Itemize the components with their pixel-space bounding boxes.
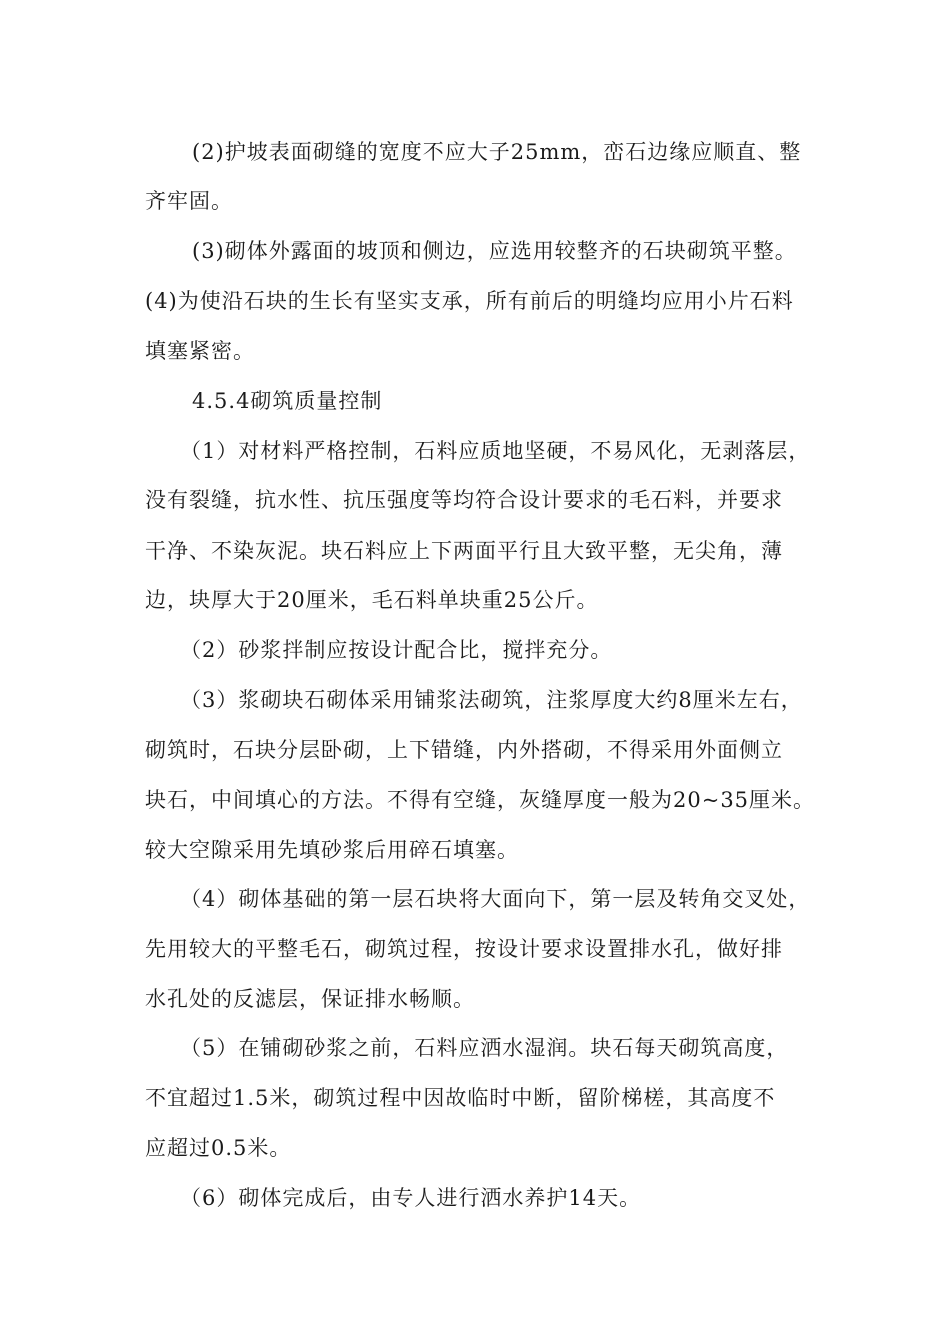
text-line: (3)砌体外露面的坡顶和侧边，应选用较整齐的石块砌筑平整。 (192, 239, 797, 263)
text-line: （2）砂浆拌制应按设计配合比，搅拌充分。 (180, 638, 613, 662)
text-line: （4）砌体基础的第一层石块将大面向下，第一层及转角交叉处， (180, 887, 811, 911)
text-line: 水孔处的反滤层，保证排水畅顺。 (145, 987, 475, 1011)
text-line: 没有裂缝，抗水性、抗压强度等均符合设计要求的毛石料，并要求 (145, 488, 783, 512)
text-line: （1）对材料严格控制，石料应质地坚硬，不易风化，无剥落层， (180, 439, 811, 463)
text-line: 填塞紧密。 (145, 339, 255, 363)
text-line: (2)护坡表面砌缝的宽度不应大子25mm，峦石边缘应顺直、整 (192, 140, 802, 164)
text-line: 砌筑时，石块分层卧砌，上下错缝，内外搭砌，不得采用外面侧立 (145, 738, 783, 762)
text-line: (4)为使沿石块的生长有坚实支承，所有前后的明缝均应用小片石料 (145, 289, 794, 313)
text-line: （6）砌体完成后，由专人进行洒水养护14天。 (180, 1186, 642, 1210)
text-line: 先用较大的平整毛石，砌筑过程，按设计要求设置排水孔，做好排 (145, 937, 783, 961)
section-heading: 4.5.4砌筑质量控制 (192, 389, 383, 413)
text-line: 应超过0.5米。 (145, 1136, 292, 1160)
text-line: 齐牢固。 (145, 189, 233, 213)
text-line: 较大空隙采用先填砂浆后用碎石填塞。 (145, 838, 519, 862)
text-line: （3）浆砌块石砌体采用铺浆法砌筑，注浆厚度大约8厘米左右， (180, 688, 803, 712)
text-line: 不宜超过1.5米，砌筑过程中因故临时中断，留阶梯槎，其高度不 (145, 1086, 776, 1110)
text-line: 块石，中间填心的方法。不得有空缝，灰缝厚度一般为20~35厘米。 (145, 788, 816, 812)
text-line: （5）在铺砌砂浆之前，石料应洒水湿润。块石每天砌筑高度， (180, 1036, 789, 1060)
text-line: 边，块厚大于20厘米，毛石料单块重25公斤。 (145, 588, 599, 612)
text-line: 干净、不染灰泥。块石料应上下两面平行且大致平整，无尖角，薄 (145, 539, 783, 563)
